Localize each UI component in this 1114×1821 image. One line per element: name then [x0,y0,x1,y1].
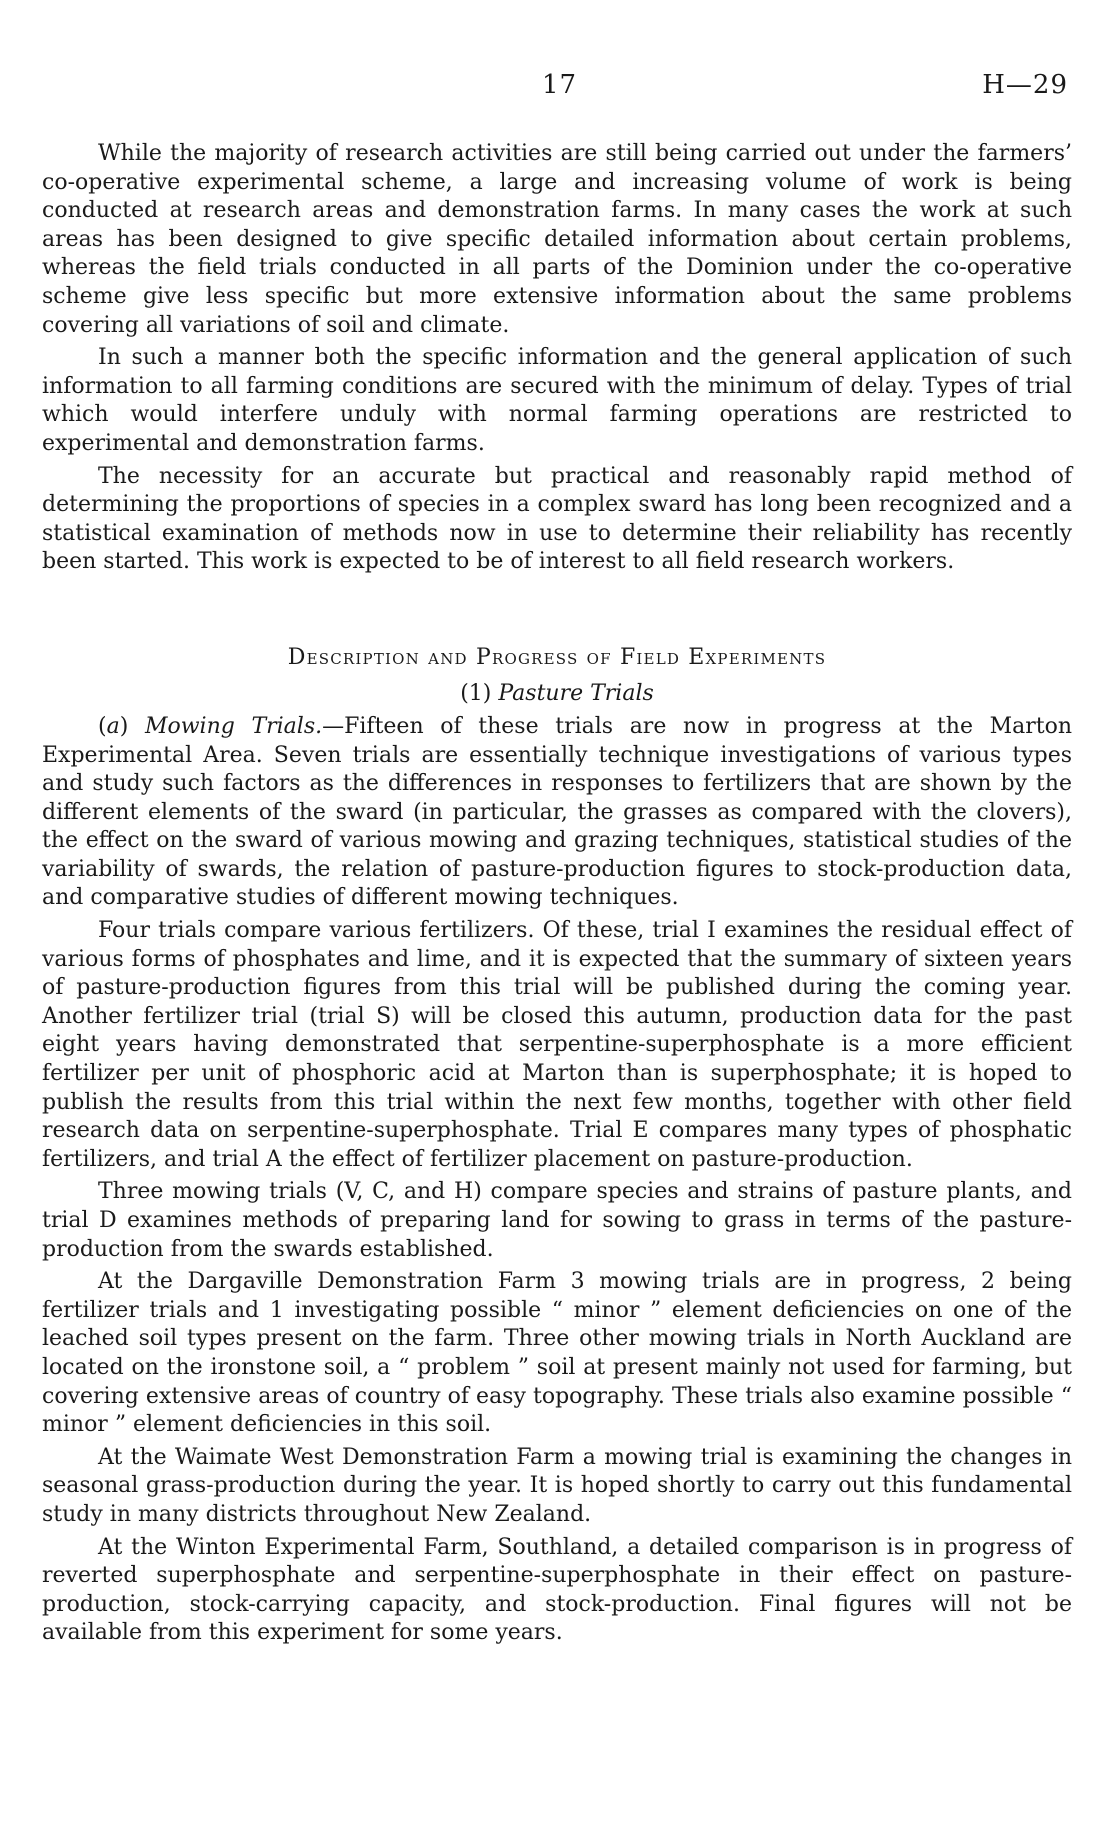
paragraph: At the Dargaville Demonstration Farm 3 mowing trials are in progress, 2 being fertilizer trials and 1 investigating possible “ minor ” element deficiencies on one of the leached soil types present on the farm. Three other mowing trials in North Auckland are located on the ironstone soil, a “ problem ” soil at present mainly not used for farming, but covering extensive areas of country of easy topography. These trials also examine possible “ minor ” element deficiencies in this soil. [42,1269,1072,1438]
lead-prefix: ( [98,713,107,739]
page-number: 17 [542,70,578,100]
paragraph: Four trials compare various fertilizers. Of these, trial I examines the residual effect of various forms of phosphates and lime, and it is expected that the summary of sixteen years of pasture-production figures from this trial will be published during the coming year. Another fertilizer trial (trial S) will be closed this autumn, production data for the past eight years having demonstrated that serpentine-superphosphate is a more efficient fertilizer per unit of phosphoric acid at Marton than is superphosphate; it is hoped to publish the results from this trial within the next few months, together with other field research data on serpentine-superphosphate. Trial E compares many types of phosphatic fertilizers, and trial A the effect of fertilizer placement on pasture-production. [42,918,1072,1172]
page-header [42,70,1072,110]
section-heading: Description and Progress of Field Experiments [287,644,827,670]
document-code: H—29 [982,70,1068,100]
paragraph: In such a manner both the specific information and the general application of such information to all farming conditions are secured with the minimum of delay. Types of trial which would interfere unduly with normal farming operations are restricted to experimental and demonstration farms. [42,345,1072,456]
subsection-number: (1) [460,680,492,706]
lead-suffix: ) [119,713,145,739]
intro-section [42,140,1072,577]
paragraph: At the Winton Experimental Farm, Southland, a detailed comparison is in progress of reverted superphosphate and serpentine-superphosphate in their effect on pasture-production, stock-carrying capacity, and stock-production. Final figures will not be available from this experiment for some years. [42,1534,1072,1646]
lead-text: —Fifteen of these trials are now in progress at the Marton Experimental Area. Seven trials are essentially technique investigations of various types and study such factors as the differences in responses to fertilizers that are shown by the different elements of the sward (in particular, the grasses as compared with the clovers), the effect on the sward of various mowing and grazing techniques, statistical studies of the variability of swards, the relation of pasture-production figures to stock-production data, and comparative studies of different mowing techniques. [42,713,1072,911]
lead-title: Mowing Trials. [144,713,323,739]
subsection-title: Pasture Trials [498,680,654,706]
document-page [42,70,1072,1652]
paragraph: While the majority of research activities are still being carried out under the farmers’ co-operative experimental scheme, a large and increasing volume of work is being conducted at research areas and demonstration farms. In many cases the work at such areas has been designed to give specific detailed information about certain problems, whereas the field trials conducted in all parts of the Dominion under the co-operative scheme give less specific but more extensive information about the same problems covering all variations of soil and climate. [42,141,1072,338]
paragraph: At the Waimate West Demonstration Farm a mowing trial is examining the changes in seasonal grass-production during the year. It is hoped shortly to carry out this fundamental study in many districts throughout New Zealand. [42,1444,1072,1527]
paragraph [42,713,1072,913]
lead-letter: a [106,713,120,739]
mowing-trials-section [42,713,1072,1648]
subsection-heading [42,679,1072,709]
paragraph: Three mowing trials (V, C, and H) compare species and strains of pasture plants, and trial D examines methods of preparing land for sowing to grass in terms of the pasture-production from the swards established. [42,1179,1072,1262]
paragraph: The necessity for an accurate but practical and reasonably rapid method of determining the proportions of species in a complex sward has long been recognized and a statistical examination of methods now in use to determine their reliability has recently been started. This work is expected to be of interest to all field research workers. [42,463,1072,575]
